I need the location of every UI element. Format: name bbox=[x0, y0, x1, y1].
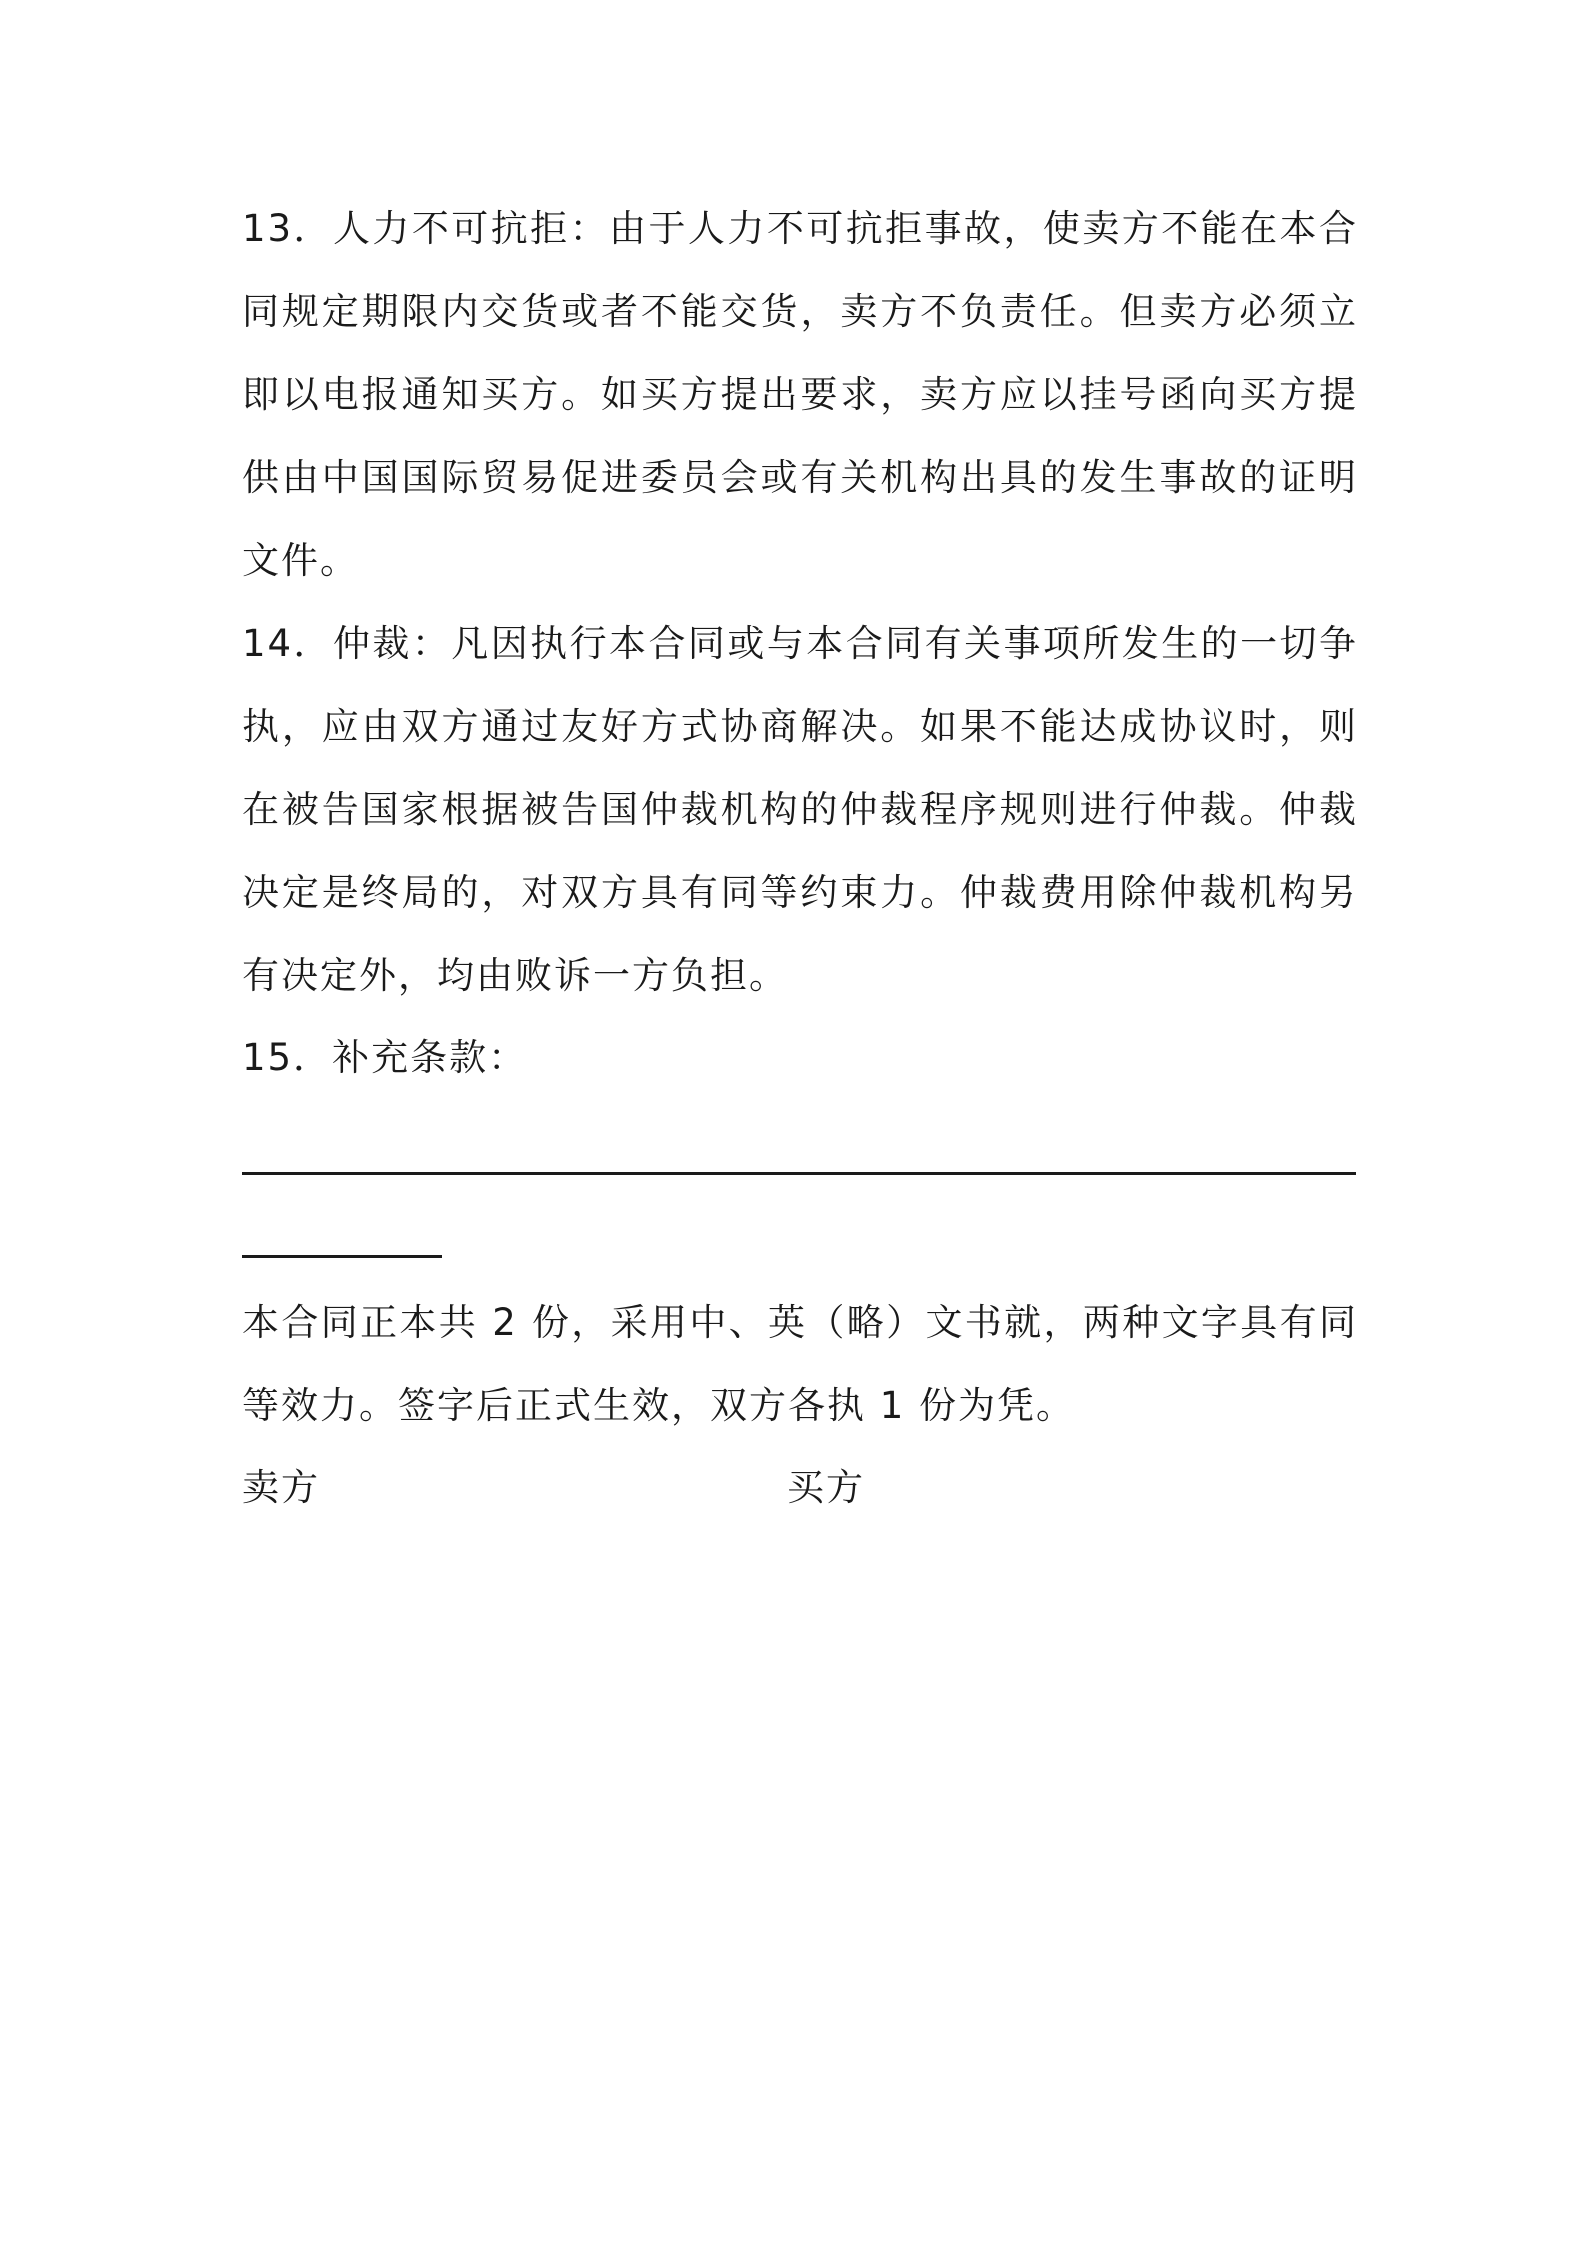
supplementary-terms-blank-line bbox=[242, 1172, 1356, 1175]
clause-13-force-majeure: 13．人力不可抗拒：由于人力不可抗拒事故，使卖方不能在本合同规定期限内交货或者不能交货，卖方不负责任。但卖方必须立即以电报通知买方。如买方提出要求，卖方应以挂号函向买方提供由中国国际贸易促进委员会或有关机构出具的发生事故的证明文件。 bbox=[242, 207, 1358, 582]
supplementary-terms-blank-line-continuation bbox=[242, 1255, 442, 1258]
clause-15-supplementary-terms: 15．补充条款： bbox=[242, 1036, 528, 1079]
clause-14-arbitration: 14．仲裁：凡因执行本合同或与本合同有关事项所发生的一切争执，应由双方通过友好方式协商解决。如果不能达成协议时，则在被告国家根据被告国仲裁机构的仲裁程序规则进行仲裁。仲裁决定是终局的，对双方具有同等约束力。仲裁费用除仲裁机构另有决定外，均由败诉一方负担。 bbox=[242, 622, 1358, 997]
buyer-signature-label: 买方 bbox=[787, 1466, 865, 1509]
seller-signature-label: 卖方 bbox=[242, 1466, 320, 1509]
closing-statement: 本合同正本共 2 份，采用中、英（略）文书就，两种文字具有同等效力。签字后正式生效，双方各执 1 份为凭。 bbox=[242, 1301, 1358, 1427]
